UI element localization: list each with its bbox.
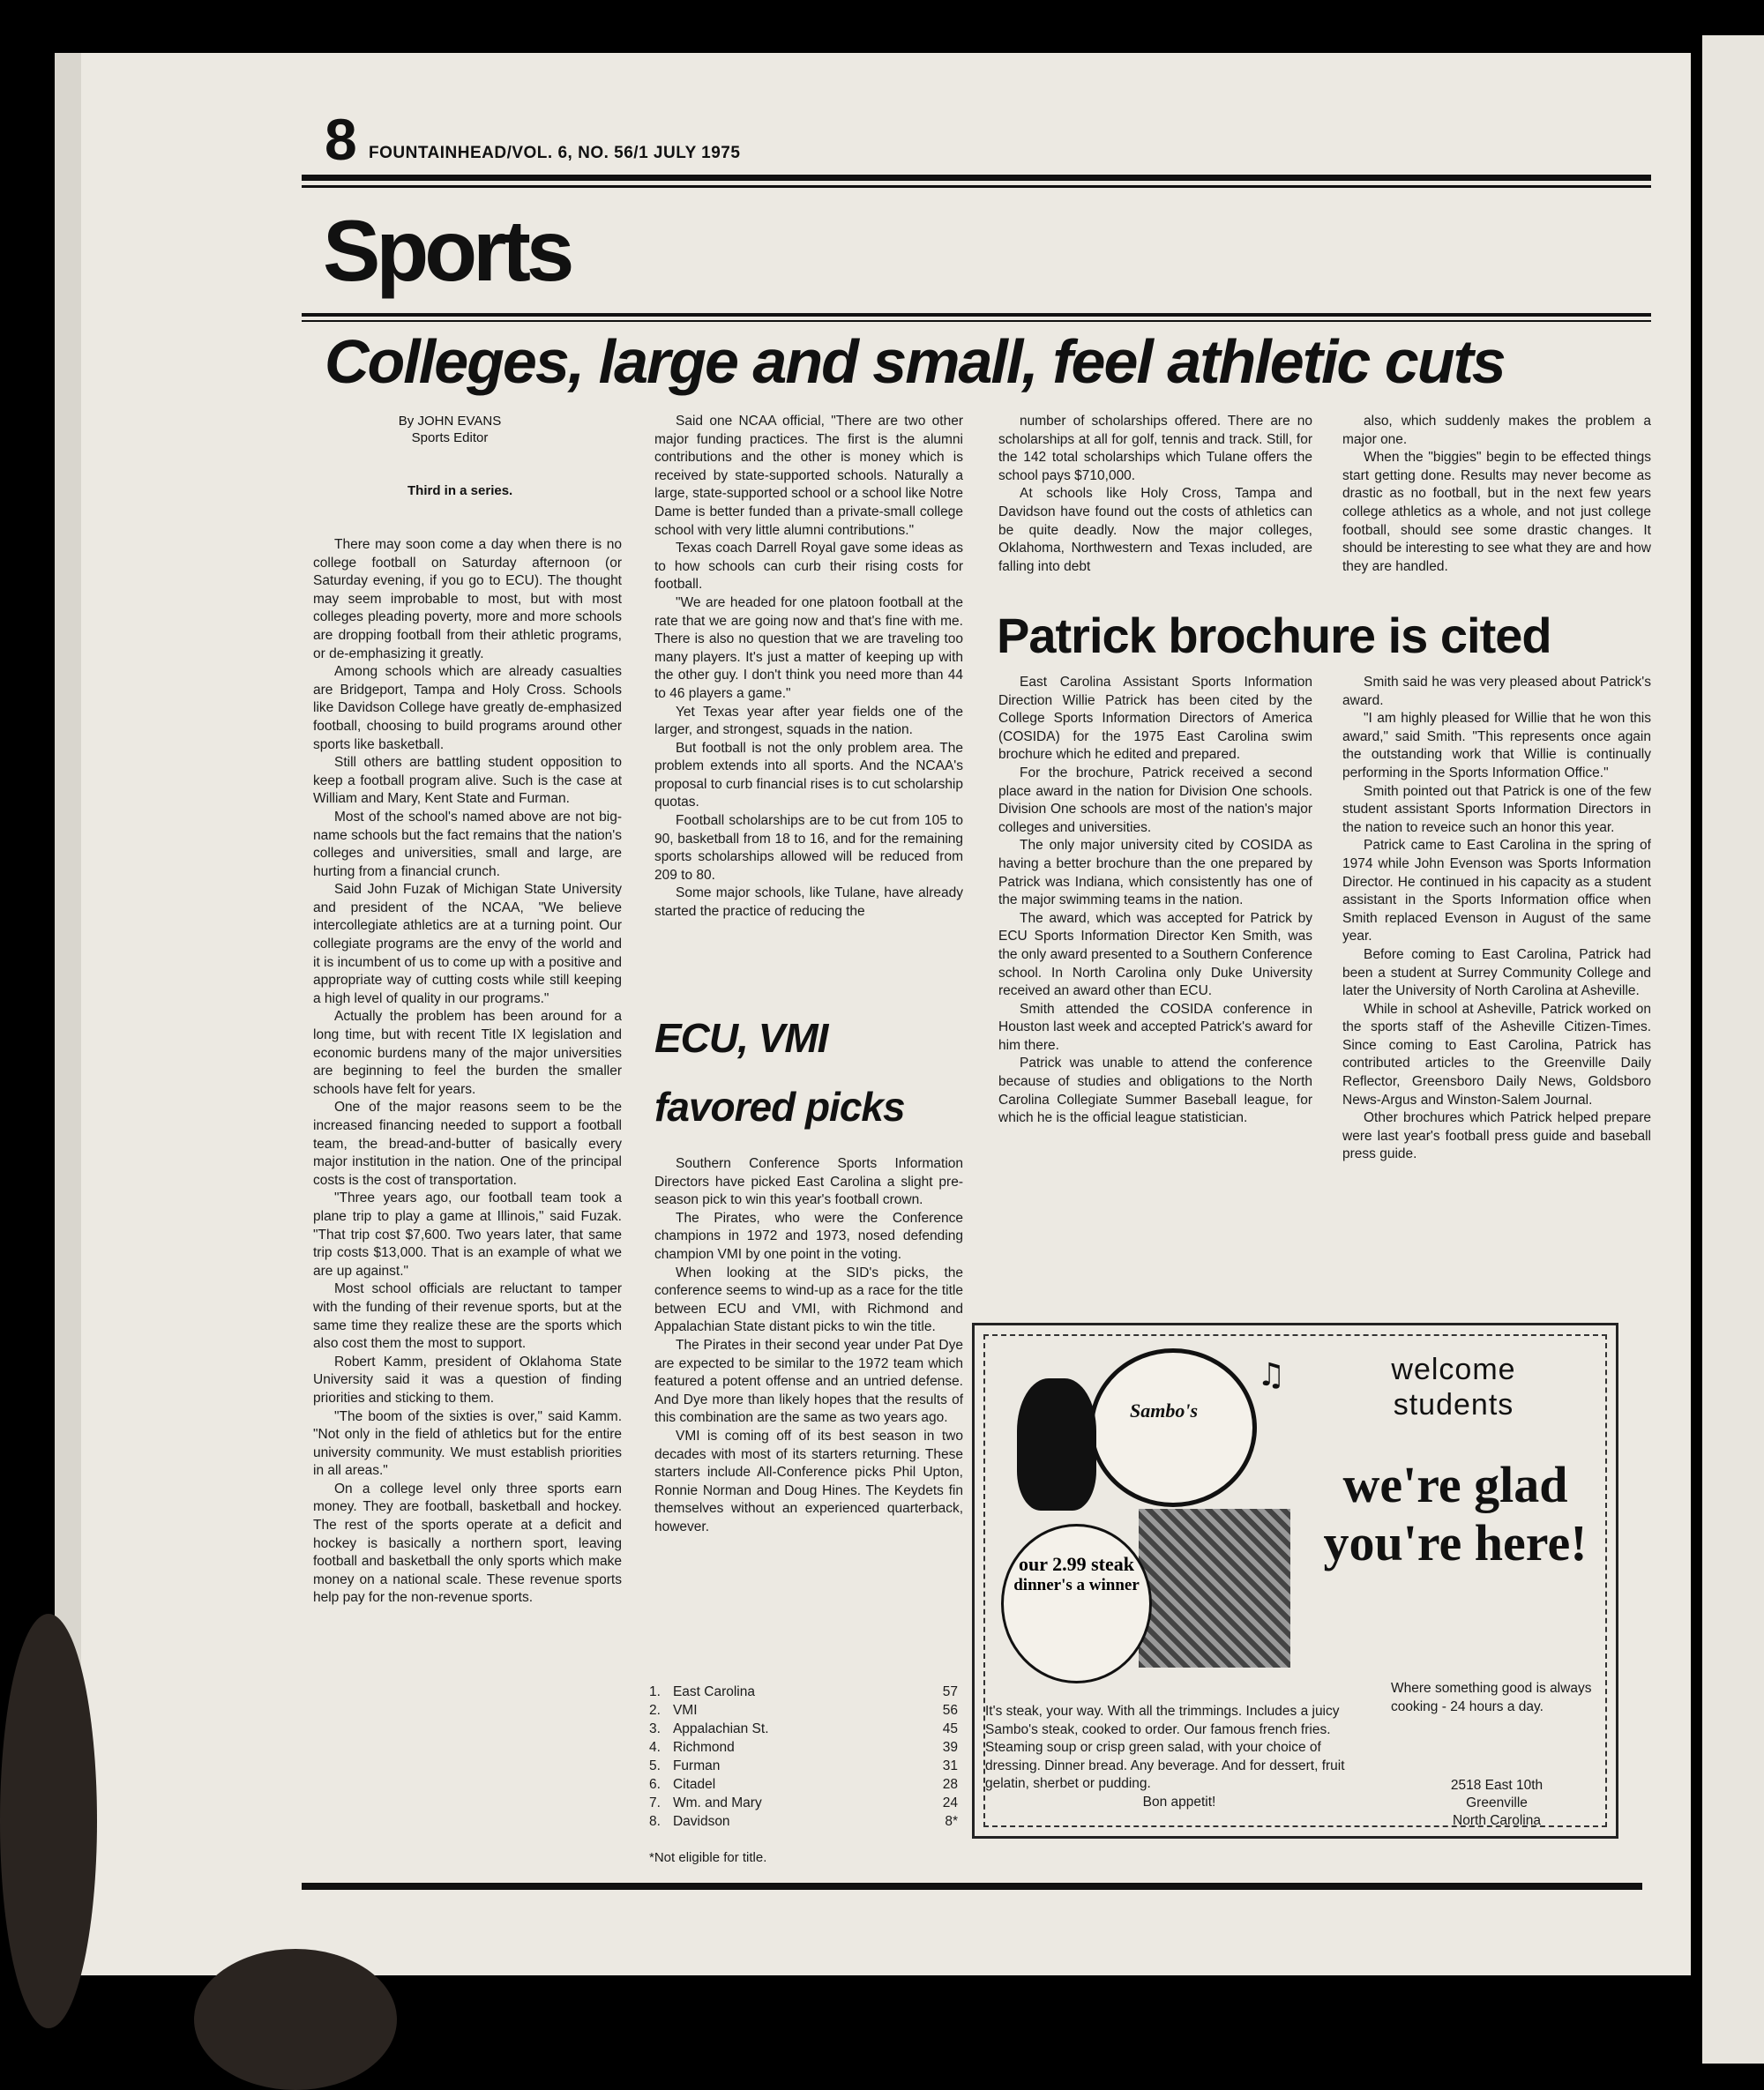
standings-points: 56	[942, 1703, 958, 1718]
paragraph: "Three years ago, our football team took a plane trip to play a game at Illinois," said Fuzak. "That trip cost $7,600. Two years later, that same trip costs $13,000. That is an example of what we are up against."	[313, 1191, 622, 1279]
standings-rank: 2.	[649, 1703, 661, 1718]
standings-team	[649, 1794, 762, 1812]
ad-glad: we're glad you're here!	[1323, 1456, 1588, 1571]
standings-team-name: Davidson	[672, 1814, 730, 1829]
ad-sign-off: Bon appetit!	[1142, 1794, 1216, 1810]
main-story-column-3	[998, 413, 1312, 576]
main-headline: Colleges, large and small, feel athletic cuts	[325, 327, 1505, 396]
paragraph: also, which suddenly makes the problem a major one.	[1342, 414, 1651, 447]
standings-row	[649, 1794, 958, 1812]
patrick-headline: Patrick brochure is cited	[997, 608, 1551, 663]
paragraph: When the "biggies" begin to be effected things start getting done. Results may never become as drastic as no football, but in the next few years college athletics as a whole, and not just college football, should see some drastic changes. It should be interesting to see what they are and how they are handled.	[1342, 450, 1651, 574]
standings-rank: 1.	[649, 1684, 661, 1699]
standings-team-name: VMI	[672, 1703, 698, 1718]
paragraph: "We are headed for one platoon football at the rate that we are going now and that's fine with me. There is also no question that we are traveling too many players. It's just a matter of keeping up with the other guy. I don't think you need more than 44 to 46 players a game."	[654, 594, 963, 701]
ecu-story-body	[654, 1155, 963, 1536]
standings-team	[649, 1683, 755, 1701]
standings-team	[649, 1775, 715, 1794]
paragraph: Robert Kamm, president of Oklahoma State University said it was a question of finding priorities and sticking to them.	[313, 1354, 622, 1406]
paragraph: "The boom of the sixties is over," said Kamm. "Not only in the field of athletics but for the entire university community. We must establish priorities in all areas."	[313, 1408, 622, 1479]
paragraph: Yet Texas year after year fields one of the larger, and strongest, squads in the nation.	[654, 704, 963, 738]
ad-price-badge	[1001, 1524, 1152, 1683]
ad-welcome: welcome students	[1391, 1353, 1516, 1422]
ad-logo: Sambo's	[1130, 1400, 1199, 1422]
paragraph: Said John Fuzak of Michigan State University and president of the NCAA, "We believe intercollegiate athletics are at a turning point. Our collegiate programs are the envy of the world and it is incumbent of us to come up with a positive and appropriate way of cutting costs while still keeping a high level of quality in our programs."	[313, 882, 622, 1006]
ecu-headline-line-2: favored picks	[654, 1084, 905, 1130]
thumb-bottom	[194, 1949, 397, 2090]
standings-row	[649, 1701, 958, 1720]
main-story-column-2	[654, 413, 963, 922]
paragraph: Actually the problem has been around for a long time, but with recent Title IX legislation and economic burdens many of the major universities are beginning to feel the burden the smaller schools have felt for years.	[313, 1009, 622, 1097]
standings-rank: 5.	[649, 1758, 661, 1773]
rule-bottom	[302, 1883, 1642, 1890]
paragraph: Southern Conference Sports Information Directors have picked East Carolina a slight pre-season pick to win this year's football crown.	[654, 1156, 963, 1208]
ad-address	[1409, 1777, 1585, 1830]
standings-row	[649, 1683, 958, 1701]
paragraph: "I am highly pleased for Willie that he won this award," said Smith. "This represents once again the outstanding work that Willie is continually performing in the Sports Information Office."	[1342, 711, 1651, 780]
paragraph: number of scholarships offered. There are no scholarships at all for golf, tennis and track. Still, for the 142 total scholarships which Tulane offers the school pays $710,000.	[998, 414, 1312, 483]
standings-rank: 4.	[649, 1740, 661, 1755]
paragraph: While in school at Asheville, Patrick worked on the sports staff of the Asheville Citizen-Times. Since coming to East Carolina, Patrick has contributed articles to the Greenville Daily Reflector, Greensboro Daily News, Goldsboro News-Argus and Winston-Salem Journal.	[1342, 1001, 1651, 1108]
standings-rank: 6.	[649, 1777, 661, 1792]
paragraph: At schools like Holy Cross, Tampa and Davidson have found out the costs of athletics can be quite deadly. Now the major colleges, Oklahoma, Northwestern and Texas included, are falling into debt	[998, 486, 1312, 574]
standings-footnote: *Not eligible for title.	[649, 1850, 767, 1865]
ad-price-line-2: dinner's a winner	[1013, 1576, 1140, 1594]
standings-points: 45	[942, 1721, 958, 1736]
paragraph: But football is not the only problem area. The problem extends into all sports. And the NCAA's proposal to curb financial rises is to cut scholarship quotas.	[654, 740, 963, 810]
paragraph: Texas coach Darrell Royal gave some ideas as to how schools can curb their rising costs for football.	[654, 541, 963, 593]
standings-rank: 8.	[649, 1814, 661, 1829]
standings-points: 8*	[945, 1814, 958, 1829]
standings-team	[649, 1738, 735, 1757]
standings-team-name: Richmond	[672, 1740, 735, 1755]
main-story-column-1	[313, 536, 622, 1608]
main-story-column-4	[1342, 413, 1651, 576]
patrick-story-column-1	[998, 674, 1312, 1128]
standings-row	[649, 1757, 958, 1775]
ad-price-line-1: our 2.99 steak	[1019, 1553, 1134, 1575]
standings-team	[649, 1701, 698, 1720]
ad-address-line-2: Greenville	[1466, 1795, 1528, 1810]
page-number: 8	[325, 107, 357, 172]
ad-drum-graphic	[1089, 1348, 1257, 1507]
byline-title: Sports Editor	[411, 430, 489, 445]
paragraph: The award, which was accepted for Patrick by ECU Sports Information Director Ken Smith, was the only award presented to a Southern Conference school. In North Carolina only Duke University received an award other than ECU.	[998, 910, 1312, 999]
standings-row	[649, 1812, 958, 1831]
rule-under-section-thin	[302, 320, 1651, 322]
ad-address-line-1: 2518 East 10th	[1450, 1778, 1544, 1793]
standings-row	[649, 1720, 958, 1738]
rule-top-thin	[302, 185, 1651, 188]
standings-team-name: Wm. and Mary	[672, 1795, 762, 1810]
paragraph: VMI is coming off of its best season in two decades with most of its starters returning. These starters include All-Conference picks Phil Upton, Ronnie Norman and Doug Hines. The Keydets fin themselves without an experienced quarterback, however.	[654, 1428, 963, 1534]
standings-points: 24	[942, 1795, 958, 1810]
paragraph: For the brochure, Patrick received a second place award in the nation for Division One schools. Division One schools are most of the nation's major colleges and universities.	[998, 765, 1312, 835]
standings-team	[649, 1812, 730, 1831]
standings-row	[649, 1738, 958, 1757]
sambos-advertisement	[972, 1323, 1618, 1839]
standings-rank: 3.	[649, 1721, 661, 1736]
standings-team-name: Citadel	[672, 1777, 716, 1792]
ad-address-line-3: North Carolina	[1453, 1813, 1541, 1828]
standings-points: 28	[942, 1777, 958, 1792]
section-title: Sports	[323, 202, 571, 299]
rule-top	[302, 175, 1651, 181]
paragraph: Most of the school's named above are not big-name schools but the fact remains that the nation's colleges and universities, small and large, are hurting from a financial crunch.	[313, 809, 622, 879]
standings-points: 57	[942, 1684, 958, 1699]
series-label: Third in a series.	[407, 483, 513, 498]
paragraph: The Pirates in their second year under Pat Dye are expected to be similar to the 1972 team which featured a potent offense and an untried defense. And Dye more than likely hopes that the results of this combination are the same as two years ago.	[654, 1337, 963, 1426]
ecu-headline-line-1: ECU, VMI	[654, 1015, 828, 1061]
byline	[370, 413, 529, 446]
paragraph: Patrick was unable to attend the conference because of studies and obligations to the North Carolina Collegiate Summer Baseball league, for which he is the official league statistician.	[998, 1056, 1312, 1126]
paragraph: Among schools which are already casualties are Bridgeport, Tampa and Holy Cross. Schools like Davidson College have greatly de-emphasized football, choosing to build programs around other sports like basketball.	[313, 664, 622, 752]
paragraph: Said one NCAA official, "There are two other major funding practices. The first is the alumni contributions and the other is money which is received by state-supported schools. Naturally a large, state-supported school or a school like Notre Dame is better funded than a private-small college school with very little alumni contributions."	[654, 414, 963, 538]
standings-team-name: Furman	[672, 1758, 721, 1773]
standings-team	[649, 1720, 769, 1738]
ad-tagline: Where something good is always cooking - 24 hours a day.	[1391, 1681, 1592, 1714]
ad-mascot	[1017, 1378, 1096, 1511]
paragraph: Before coming to East Carolina, Patrick had been a student at Surrey Community College and later the University of North Carolina at Asheville.	[1342, 946, 1651, 999]
standings-table	[649, 1683, 958, 1831]
standings-points: 31	[942, 1758, 958, 1773]
paragraph: One of the major reasons seem to be the increased financing needed to support a football team, the bread-and-butter of basically every major institution in the nation. One of the principal costs is the cost of transportation.	[313, 1100, 622, 1188]
paragraph: Smith said he was very pleased about Patrick's award.	[1342, 675, 1651, 708]
standings-team-name: East Carolina	[672, 1684, 755, 1699]
rule-under-section	[302, 313, 1651, 317]
paragraph: East Carolina Assistant Sports Information Direction Willie Patrick has been cited by the College Sports Information Directors of America (COSIDA) for the 1975 East Carolina swim brochure which he edited and prepared.	[998, 675, 1312, 763]
paragraph: Smith attended the COSIDA conference in Houston last week and accepted Patrick's award for him there.	[998, 1001, 1312, 1053]
paragraph: There may soon come a day when there is no college football on Saturday afternoon (or Saturday evening, if you go to ECU). The thought may seem improbable to most, but with most colleges pleading poverty, more and more schools are dropping football from their athletic programs, or de-emphasizing it greatly.	[313, 537, 622, 661]
ad-body-text: It's steak, your way. With all the trimmings. Includes a juicy Sambo's steak, cooked to order. Our famous french fries. Steaming soup or crisp green salad, with your choice of dressing. Dinner bread. Any beverage. And for dessert, fruit gelatin, sherbet or pudding.	[985, 1704, 1345, 1792]
standings-rank: 7.	[649, 1795, 661, 1810]
folio-line: FOUNTAINHEAD/VOL. 6, NO. 56/1 JULY 1975	[369, 144, 741, 162]
adjacent-page-edge	[1702, 35, 1764, 2064]
ad-food-photo	[1139, 1509, 1290, 1668]
paragraph: Some major schools, like Tulane, have already started the practice of reducing the	[654, 885, 963, 920]
paragraph: Most school officials are reluctant to tamper with the funding of their revenue sports, but at the same time they realize these are the sports which also cost them the most to support.	[313, 1281, 622, 1352]
standings-team	[649, 1757, 720, 1775]
standings-points: 39	[942, 1740, 958, 1755]
standings-row	[649, 1775, 958, 1794]
paragraph: Smith pointed out that Patrick is one of the few student assistant Sports Information Directors in the nation to reveice such an honor this year.	[1342, 783, 1651, 835]
music-notes-icon: ♫	[1257, 1357, 1286, 1393]
paragraph: The only major university cited by COSIDA as having a better brochure than the one prepared by Patrick was Indiana, which consistently has one of the major swimming teams in the nation.	[998, 838, 1312, 908]
standings-team-name: Appalachian St.	[672, 1721, 769, 1736]
paragraph: The Pirates, who were the Conference champions in 1972 and 1973, nosed defending champion VMI by one point in the voting.	[654, 1210, 963, 1262]
paragraph: When looking at the SID's picks, the conference seems to wind-up as a race for the title between ECU and VMI, with Richmond and Appalachian State distant picks to win the title.	[654, 1265, 963, 1335]
byline-name: By JOHN EVANS	[398, 414, 502, 429]
paragraph: On a college level only three sports earn money. They are football, basketball and hockey. The rest of the sports operate at a deficit and hockey is basically a northern sport, leaving football and basketball the only sports which make money on a national scale. These revenue sports help pay for the non-revenue sports.	[313, 1481, 622, 1606]
paragraph: Still others are battling student opposition to keep a football program alive. Such is the case at William and Mary, Kent State and Furman.	[313, 755, 622, 807]
paragraph: Football scholarships are to be cut from 105 to 90, basketball from 18 to 16, and for the remaining sports scholarships allowed will be reduced from 209 to 80.	[654, 813, 963, 883]
thumb-left	[0, 1614, 97, 2028]
paragraph: Other brochures which Patrick helped prepare were last year's football press guide and baseball press guide.	[1342, 1110, 1651, 1162]
patrick-story-column-2	[1342, 674, 1651, 1164]
paragraph: Patrick came to East Carolina in the spring of 1974 while John Evenson was Sports Information Director. He continued in his capacity as a student assistant in the Sports Information office when Smith replaced Evenson in August of the same year.	[1342, 838, 1651, 944]
ad-body	[985, 1703, 1373, 1812]
